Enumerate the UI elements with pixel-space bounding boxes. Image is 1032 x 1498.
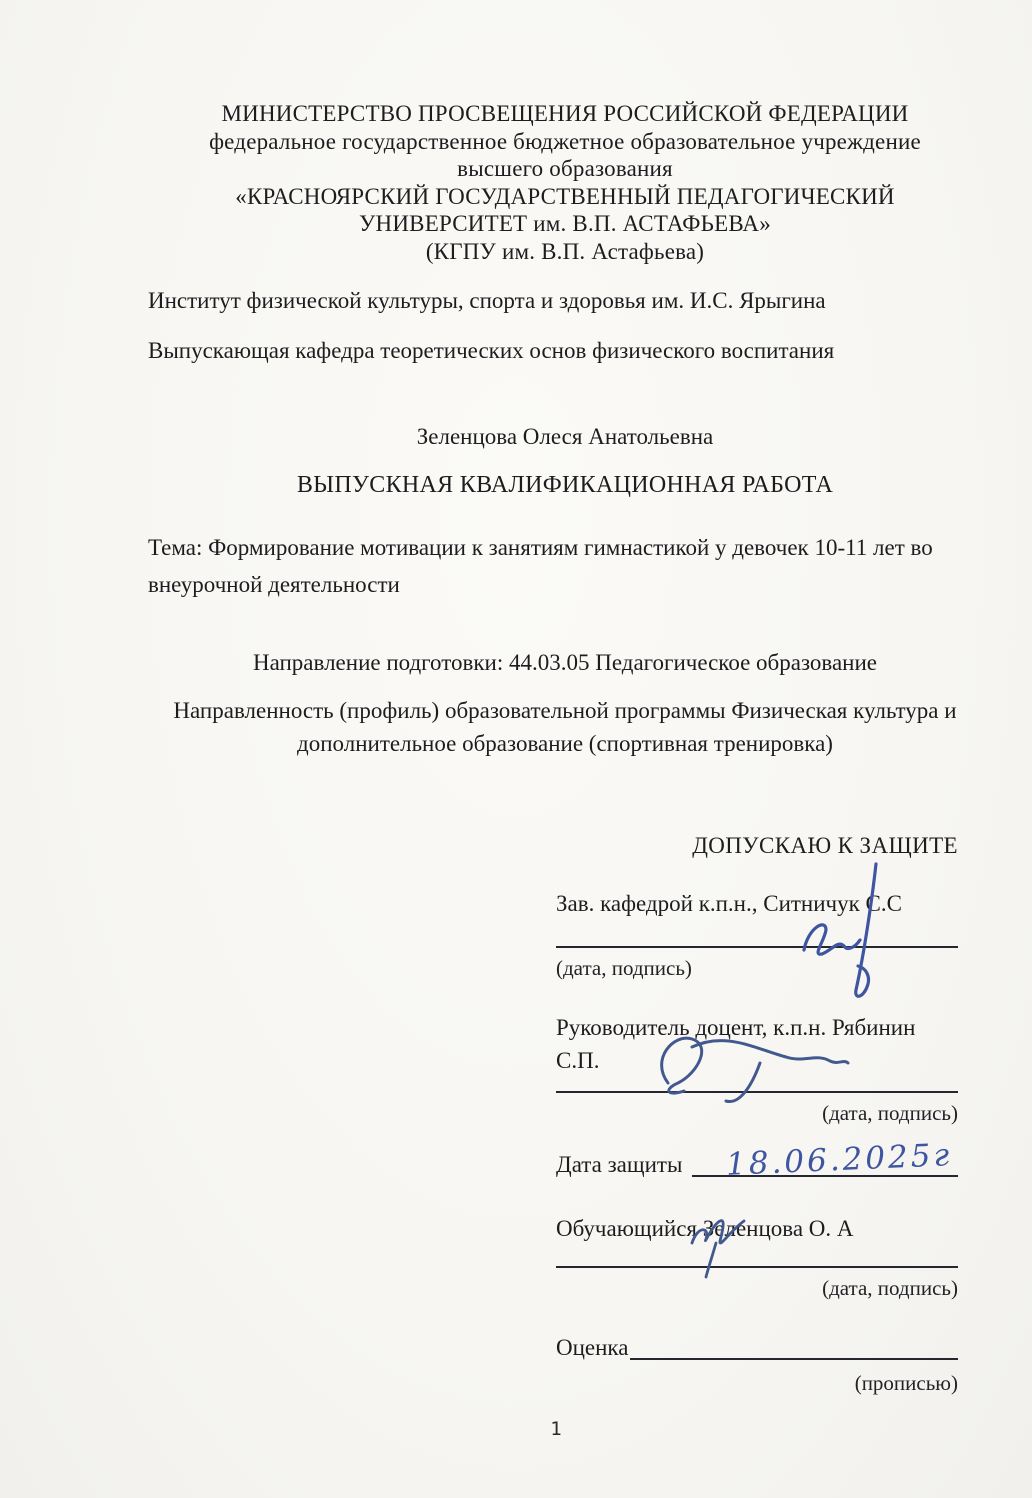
page-number: 1 xyxy=(550,1418,562,1440)
department-head-signature-line xyxy=(556,920,958,948)
grade-label: Оценка xyxy=(556,1335,629,1360)
ministry-line: МИНИСТЕРСТВО ПРОСВЕЩЕНИЯ РОССИЙСКОЙ ФЕДЕРАЦИИ xyxy=(221,101,909,126)
grade-caption: (прописью) xyxy=(854,1371,958,1395)
grade-row xyxy=(556,1333,958,1363)
author-name: Зеленцова Олеся Анатольевна xyxy=(416,424,714,449)
study-direction: Направление подготовки: 44.03.05 Педагогическое образование xyxy=(252,650,878,675)
approval-title: ДОПУСКАЮ К ЗАЩИТЕ xyxy=(692,833,958,858)
institute-name: Институт физической культуры, спорта и здоровья им. И.С. Ярыгина xyxy=(148,288,826,313)
student-line: Обучающийся Зеленцова О. А xyxy=(556,1216,854,1241)
department-head-caption: (дата, подпись) xyxy=(556,956,692,980)
defense-date-row xyxy=(556,1137,958,1183)
org-type-line: федеральное государственное бюджетное образовательное учреждение xyxy=(209,128,921,154)
grade-line xyxy=(630,1333,958,1360)
department-head-signature xyxy=(796,858,916,1008)
student-signature-line xyxy=(556,1243,958,1268)
supervisor-signature-line xyxy=(556,1077,958,1093)
document-header xyxy=(148,100,982,265)
study-profile: Направленность (профиль) образовательной программы Физическая культура и дополнительное образование (спортивная тренировка) xyxy=(173,698,957,756)
approval-block xyxy=(556,832,958,1396)
defense-date-handwritten: 18.06.2025г xyxy=(725,1137,953,1183)
university-name-line2: УНИВЕРСИТЕТ им. В.П. АСТАФЬЕВА» xyxy=(359,211,771,236)
department-name: Выпускающая кафедра теоретических основ физического воспитания xyxy=(148,338,835,363)
supervisor-caption: (дата, подпись) xyxy=(822,1101,958,1125)
university-name-line1: «КРАСНОЯРСКИЙ ГОСУДАРСТВЕННЫЙ ПЕДАГОГИЧЕСКИЙ xyxy=(235,183,895,209)
department-head-line: Зав. кафедрой к.п.н., Ситничук С.С xyxy=(556,891,902,916)
work-topic: Тема: Формирование мотивации к занятиям гимнастикой у девочек 10-11 лет во внеурочной деятельности xyxy=(148,535,933,597)
institute-block xyxy=(148,287,982,365)
university-short-name: (КГПУ им. В.П. Астафьева) xyxy=(425,238,705,264)
defense-date-label: Дата защиты xyxy=(556,1152,683,1177)
student-caption: (дата, подпись) xyxy=(822,1276,958,1300)
supervisor-line: Руководитель доцент, к.п.н. Рябинин С.П. xyxy=(556,1015,916,1073)
work-type-title: ВЫПУСКНАЯ КВАЛИФИКАЦИОННАЯ РАБОТА xyxy=(296,472,834,498)
org-type-line2: высшего образования xyxy=(457,156,673,181)
